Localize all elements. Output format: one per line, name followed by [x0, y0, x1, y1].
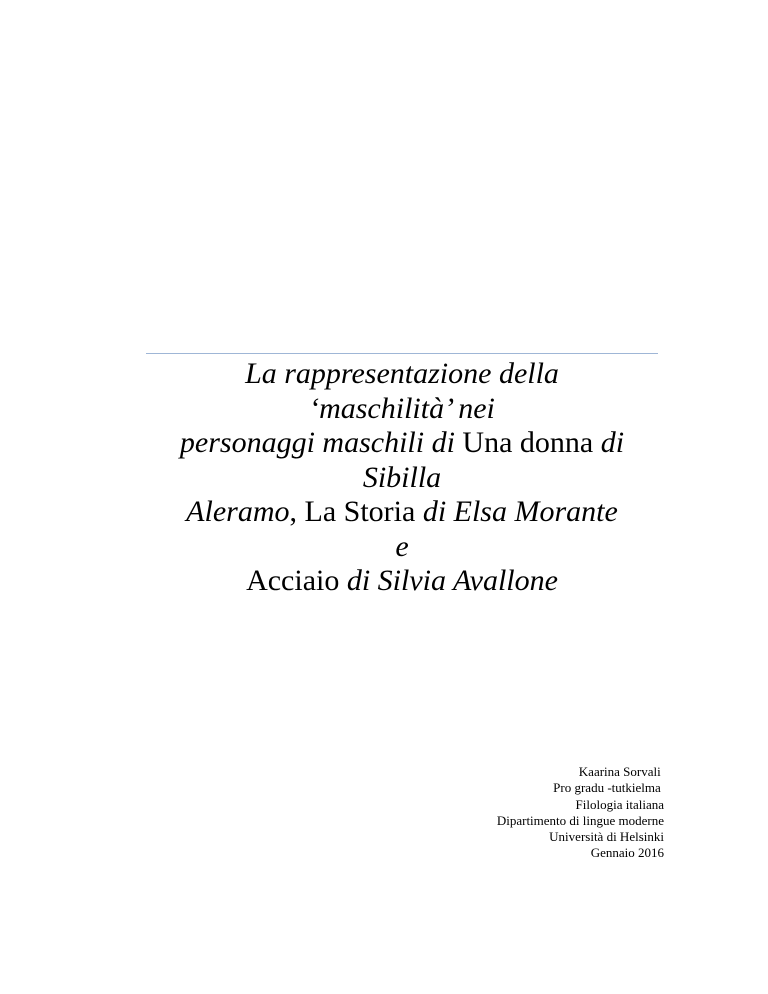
title-line-3-italic: personaggi maschili di	[179, 426, 455, 459]
title-line-1: La rappresentazione della	[245, 357, 559, 390]
meta-department: Dipartimento di lingue moderne	[496, 812, 664, 828]
meta-thesis-type: Pro gradu -tutkielma	[553, 780, 664, 796]
title-book-acciaio: Acciaio	[246, 564, 340, 597]
title-line-6: e	[395, 529, 409, 563]
meta-university: Università di Helsinki	[549, 829, 664, 845]
thesis-title	[140, 357, 664, 599]
title-author-avallone: di Silvia Avallone	[346, 564, 558, 597]
meta-date: Gennaio 2016	[590, 845, 664, 861]
meta-author: Kaarina Sorvali	[578, 764, 664, 779]
meta-subject: Filologia italiana	[575, 796, 664, 812]
title-line-3	[140, 426, 664, 461]
title-rule	[146, 353, 658, 354]
title-author-aleramo: Aleramo	[186, 495, 290, 528]
title-book-una-donna: Una donna	[462, 426, 594, 459]
title-line-4: Sibilla	[362, 460, 442, 494]
title-line-7	[140, 564, 664, 599]
thesis-meta	[497, 764, 664, 862]
title-line-2: ‘maschilità’ nei	[309, 391, 495, 425]
title-line-5	[140, 495, 664, 530]
title-line-3-di: di	[600, 426, 625, 459]
title-author-morante: di Elsa Morante	[422, 495, 618, 528]
title-book-la-storia: , La Storia	[289, 495, 416, 528]
